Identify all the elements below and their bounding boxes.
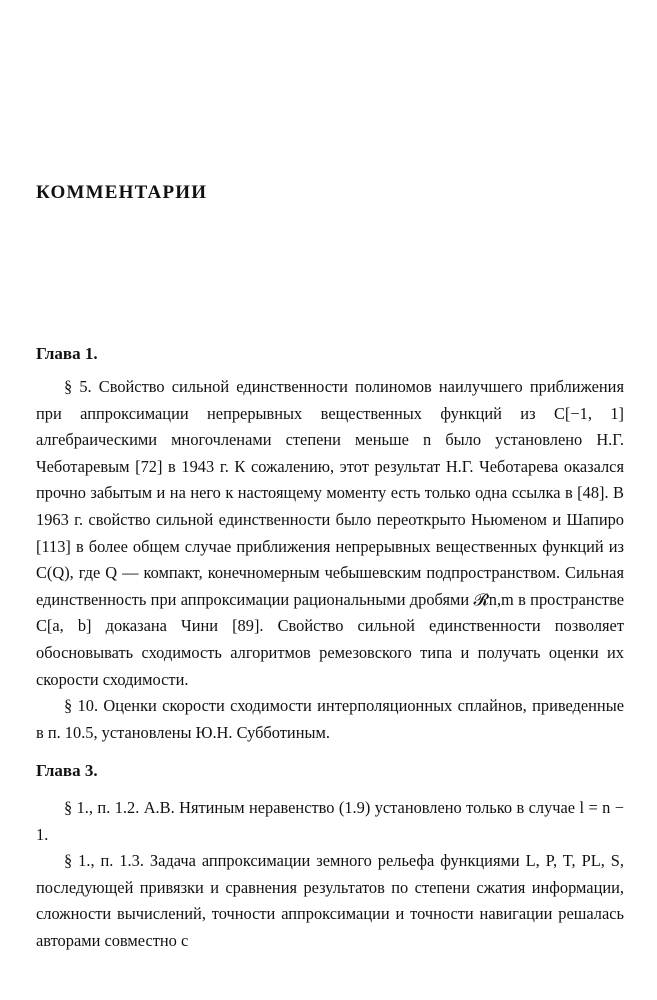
chapter-heading: Глава 3. (36, 761, 98, 780)
chapter-body (36, 795, 624, 955)
chapter-body (36, 374, 624, 746)
paragraph: § 1., п. 1.3. Задача аппроксимации земного рельефа функциями L, P, T, PL, S, последующей привязки и сравнения результатов по степени сжатия информации, сложности вычислений, точности аппроксимации и точности навигации решалась авторами совместно с (36, 851, 624, 950)
chapter-heading: Глава 1. (36, 344, 98, 363)
page-title: КОММЕНТАРИИ (36, 182, 208, 203)
paragraph: § 1., п. 1.2. А.В. Нятиным неравенство (1.9) установлено только в случае l = n − 1. (36, 798, 624, 844)
paragraph: § 5. Свойство сильной единственности полиномов наилучшего приближения при аппроксимации непрерывных вещественных функций из C[−1, 1] алгебраическими многочленами степени меньше n было установлено Н.Г. Чеботаревым [72] в 1943 г. К сожалению, этот результат Н.Г. Чеботарева оказался прочно забытым и на него к настоящему моменту есть только одна ссылка в [48]. В 1963 г. свойство сильной единственности было переоткрыто Ньюменом и Шапиро [113] в более общем случае приближения непрерывных вещественных функций из C(Q), где Q — компакт, конечномерным чебышевским подпространством. Сильная единственность при аппроксимации рациональными дробями 𝓡n,m в пространстве C[a, b] доказана Чини [89]. Свойство сильной единственности позволяет обосновывать сходимость алгоритмов ремезовского типа и получать оценки их скорости сходимости. (36, 377, 624, 689)
paragraph: § 10. Оценки скорости сходимости интерполяционных сплайнов, приведенные в п. 10.5, установлены Ю.Н. Субботиным. (36, 696, 624, 742)
